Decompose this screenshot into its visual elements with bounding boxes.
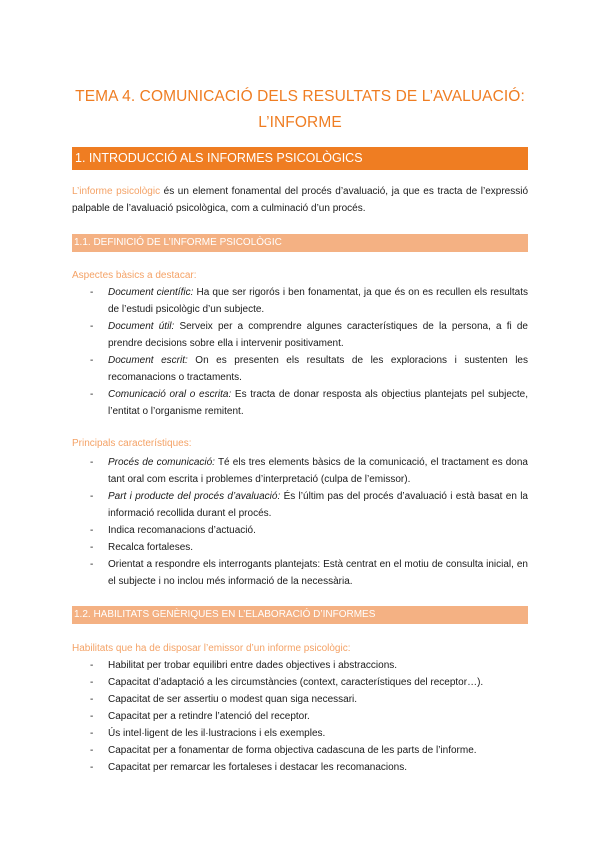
list-item: - Indica recomanacions d’actuació. xyxy=(90,525,256,536)
list-item: - Procés de comunicació: Té els tres elements bàsics de la comunicació, el tractament es dona tant oral com escrita i problemes d’interpretació (culpa de l’emissor). xyxy=(90,457,528,485)
features-list xyxy=(72,454,528,590)
list-item: - Capacitat per a fonamentar de forma objectiva cadascuna de les parts de l’informe. xyxy=(90,745,477,756)
title-line-2: L’INFORME xyxy=(258,114,342,131)
skills-list xyxy=(72,657,528,776)
list-item: - Orientat a respondre els interrogants plantejats: Està centrat en el motiu de consulta inicial, en el subjecte i no inclou més informació de la necessària. xyxy=(90,559,528,587)
skills-label: Habilitats que ha de disposar l’emissor d’un informe psicològic: xyxy=(72,643,351,654)
features-label: Principals característiques: xyxy=(72,438,192,449)
aspects-list xyxy=(72,284,528,420)
list-item: - Capacitat per remarcar les fortaleses i destacar les recomanacions. xyxy=(90,762,408,773)
list-item: - Capacitat per a retindre l’atenció del receptor. xyxy=(90,711,310,722)
title-line-1: TEMA 4. COMUNICACIÓ DELS RESULTATS DE L’AVALUACIÓ: xyxy=(75,88,525,105)
list-item: - Capacitat d’adaptació a les circumstàncies (context, característiques del receptor…). xyxy=(90,677,484,688)
list-item: - Document útil: Serveix per a comprendre algunes característiques de la persona, a fi de prendre decisions sobre ella i intervenir positivament. xyxy=(90,321,528,349)
list-item: - Recalca fortaleses. xyxy=(90,542,194,553)
list-item: - Document científic: Ha que ser rigorós i ben fonamentat, ja que és on es recullen els resultats de l’estudi psicològic d’un subjecte. xyxy=(90,287,528,315)
section-1-2-heading: 1.2. HABILITATS GENÈRIQUES EN L’ELABORACIÓ D’INFORMES xyxy=(72,606,528,624)
aspects-label: Aspectes bàsics a destacar: xyxy=(72,270,197,281)
list-item: - Habilitat per trobar equilibri entre dades objectives i abstraccions. xyxy=(90,660,398,671)
list-item: - Comunicació oral o escrita: Es tracta de donar resposta als objectius plantejats pel subjecte, l’entitat o l’organisme remitent. xyxy=(90,389,528,417)
section-1-intro xyxy=(72,183,528,217)
document-title xyxy=(60,84,540,136)
list-item: - Document escrit: On es presenten els resultats de les exploracions i sustenten les recomanacions o tractaments. xyxy=(90,355,528,383)
list-item: - Ús intel·ligent de les il·lustracions i els exemples. xyxy=(90,728,326,739)
section-1-heading: 1. INTRODUCCIÓ ALS INFORMES PSICOLÒGICS xyxy=(72,147,528,170)
intro-text: és un element fonamental del procés d’avaluació, ja que es tracta de l’expressió palpable de l’avaluació psicològica, com a culminació d’un procés. xyxy=(72,186,528,214)
section-1-1-heading: 1.1. DEFINICIÓ DE L’INFORME PSICOLÒGIC xyxy=(72,234,528,252)
list-item: - Capacitat de ser assertiu o modest quan siga necessari. xyxy=(90,694,358,705)
list-item: - Part i producte del procés d’avaluació: És l’últim pas del procés d’avaluació i està basat en la informació recollida durant el procés. xyxy=(90,491,528,519)
intro-term: L’informe psicològic xyxy=(72,186,161,197)
